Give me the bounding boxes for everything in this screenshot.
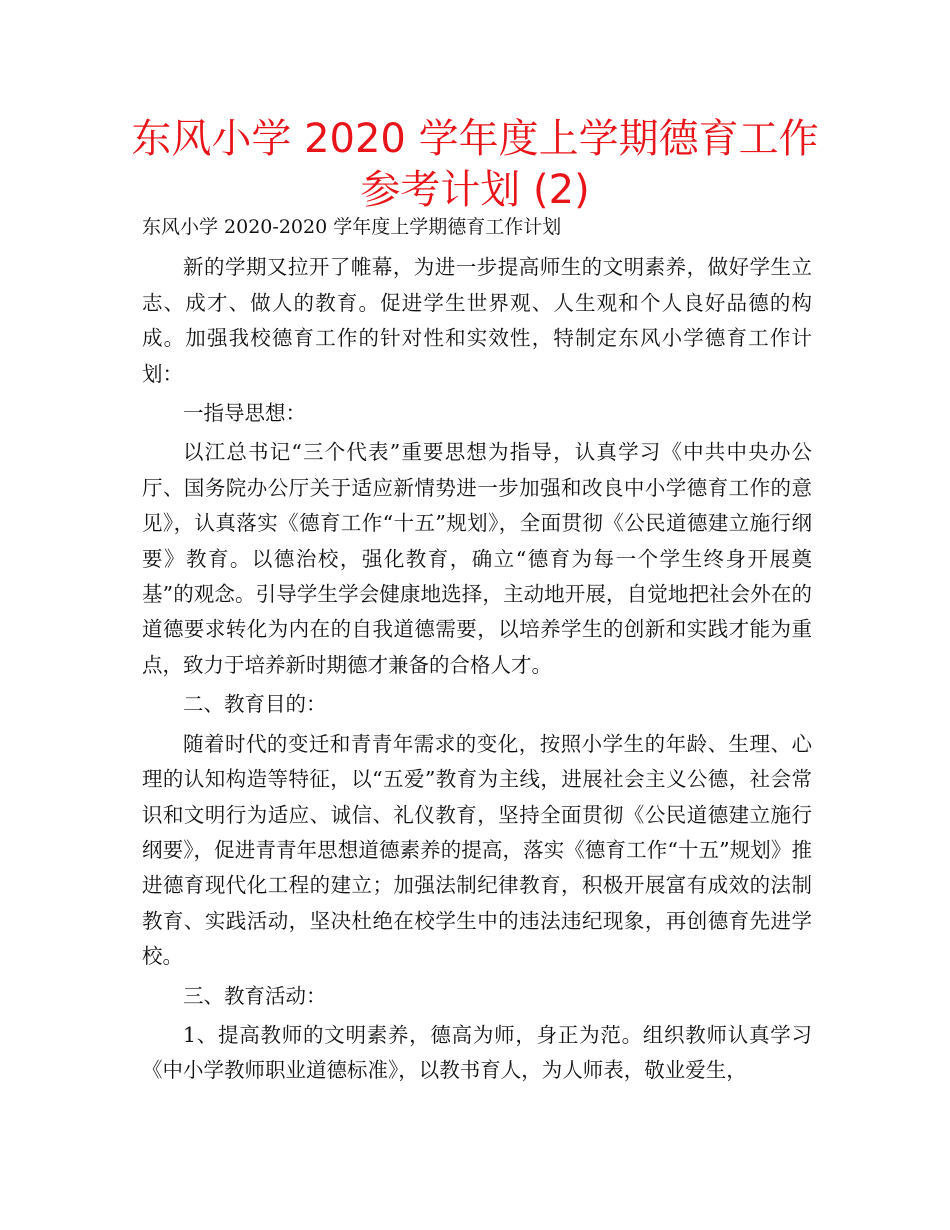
section-heading-guiding-ideology: 一指导思想： <box>183 401 306 426</box>
section-heading-education-activities: 三、教育活动： <box>183 983 327 1008</box>
document-title: 东风小学 2020 学年度上学期德育工作参考计划 (2) <box>131 116 819 213</box>
guiding-ideology-paragraph: 以江总书记“三个代表”重要思想为指导，认真学习《中共中央办公厅、国务院办公厅关于适应新情势进一步加强和改良中小学德育工作的意见》，认真落实《德育工作“十五”规划》，全面贯彻《公民道德建立施行纲要》教育。以德治校，强化教育，确立“德育为每一个学生终身开展奠基”的观念。引导学生学会健康地选择，主动地开展，自觉地把社会外在的道德要求转化为内在的自我道德需要，以培养学生的创新和实践才能为重点，致力于培养新时期德才兼备的合格人才。 <box>142 440 812 677</box>
document-subtitle: 东风小学 2020-2020 学年度上学期德育工作计划 <box>142 216 562 238</box>
section-heading-education-goals: 二、教育目的： <box>183 692 327 717</box>
intro-paragraph: 新的学期又拉开了帷幕，为进一步提高师生的文明素养，做好学生立志、成才、做人的教育。促进学生世界观、人生观和个人良好品德的构成。加强我校德育工作的针对性和实效性，特制定东风小学德育工作计划： <box>142 255 812 386</box>
document-body <box>142 210 812 1089</box>
education-goals-paragraph: 随着时代的变迁和青青年需求的变化，按照小学生的年龄、生理、心理的认知构造等特征，以“五爱”教育为主线，进展社会主义公德，社会常识和文明行为适应、诚信、礼仪教育，坚持全面贯彻《公民道德建立施行纲要》，促进青青年思想道德素养的提高，落实《德育工作“十五”规划》推进德育现代化工程的建立；加强法制纪律教育，积极开展富有成效的法制教育、实践活动，坚决杜绝在校学生中的违法违纪现象，再创德育先进学校。 <box>142 731 812 969</box>
education-activities-paragraph: 1、提高教师的文明素养，德高为师，身正为范。组织教师认真学习《中小学教师职业道德标准》，以教书育人，为人师表，敬业爱生， <box>142 1022 812 1083</box>
